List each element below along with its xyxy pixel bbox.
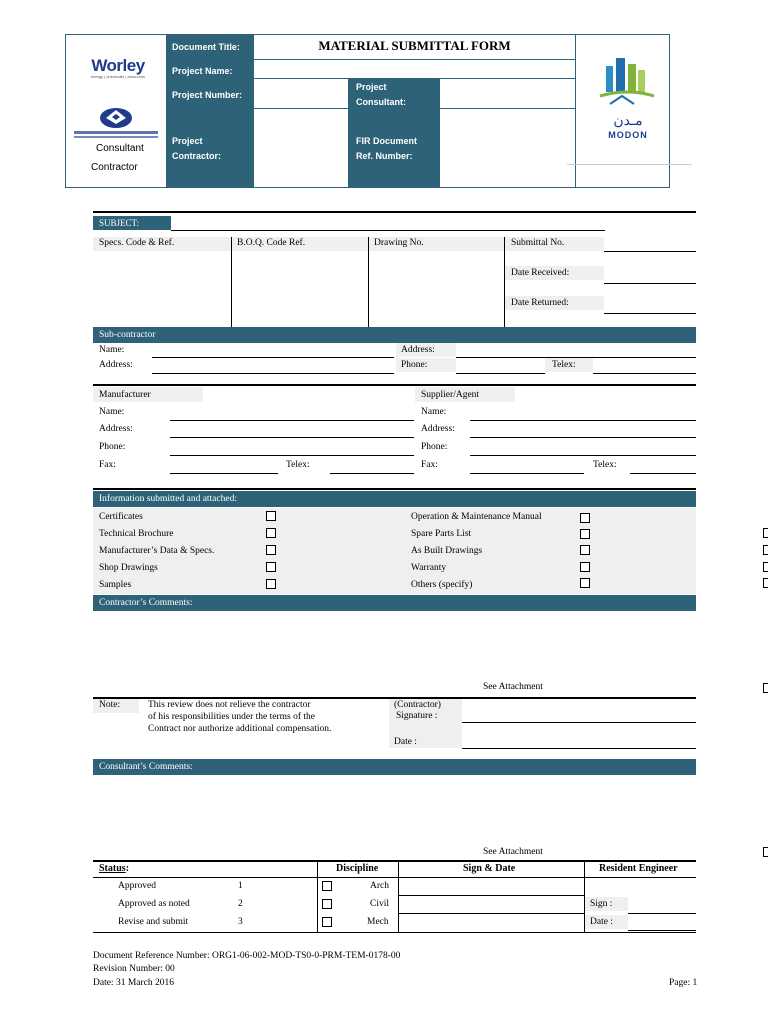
submittal-field[interactable] xyxy=(604,251,696,252)
info-item-warranty: Warranty xyxy=(411,563,447,573)
resident-engineer-header: Resident Engineer xyxy=(599,863,678,874)
manufacturer-phone-label: Phone: xyxy=(99,442,126,452)
info-item-certificates: Certificates xyxy=(99,512,143,522)
arch-checkbox[interactable] xyxy=(322,881,332,891)
manufacturer-top-rule xyxy=(93,384,696,386)
consultant-label-block xyxy=(348,79,440,187)
manufacturers-data-checkbox[interactable] xyxy=(266,545,276,555)
subcontractor-telex-label: Telex: xyxy=(552,360,576,370)
footer-page: Page: 1 xyxy=(669,978,698,988)
info-item-spare-parts: Spare Parts List xyxy=(411,529,472,539)
info-header: Information submitted and attached: xyxy=(93,491,696,507)
status-divider-1 xyxy=(317,860,318,932)
civil-sign-field[interactable] xyxy=(398,913,584,914)
project-contractor-label-2: Contractor: xyxy=(172,151,221,161)
subcontractor-name-label: Name: xyxy=(99,345,125,355)
status-top-rule xyxy=(93,860,696,862)
manufacturer-telex-field[interactable] xyxy=(330,473,414,474)
subcontractor-phone-label: Phone: xyxy=(401,360,428,370)
note-date: Date : xyxy=(394,737,417,747)
manufacturer-address-field[interactable] xyxy=(170,437,414,438)
status-row-approved-noted: Approved as noted xyxy=(118,899,190,909)
date-received-label: Date Received: xyxy=(511,268,570,278)
consultant-see-attachment: See Attachment xyxy=(483,847,543,857)
project-consultant-field[interactable] xyxy=(440,79,575,109)
certificates-checkbox[interactable] xyxy=(266,511,276,521)
contractor-comments-area[interactable] xyxy=(93,612,696,680)
discipline-civil: Civil xyxy=(370,899,390,909)
subject-label: SUBJECT: xyxy=(93,216,171,230)
supplier-name-label: Name: xyxy=(421,407,447,417)
codes-divider-2 xyxy=(368,237,369,328)
supplier-address-field[interactable] xyxy=(470,437,696,438)
discipline-arch: Arch xyxy=(370,881,389,891)
modon-logo: مـدن MODON xyxy=(592,52,664,152)
discipline-header: Discipline xyxy=(336,863,379,874)
note-line-3: Contract nor authorize additional compensation. xyxy=(148,724,332,734)
status-row-approved-num: 1 xyxy=(238,881,243,891)
shop-drawings-checkbox[interactable] xyxy=(266,562,276,572)
subcontractor-telex-field[interactable] xyxy=(593,373,696,374)
date-returned-label: Date Returned: xyxy=(511,298,569,308)
supplier-header: Supplier/Agent xyxy=(421,390,480,400)
subject-top-rule xyxy=(93,211,696,213)
manufacturer-fax-field[interactable] xyxy=(170,473,278,474)
status-row-approved: Approved xyxy=(118,881,156,891)
footer-document-ref: Document Reference Number: ORG1-06-002-MOD-TS0-0-PRM-TEM-0178-00 xyxy=(93,951,401,961)
manufacturer-phone-field[interactable] xyxy=(170,455,414,456)
fir-label-1: FIR Document xyxy=(356,136,418,146)
modon-text: MODON xyxy=(608,130,648,140)
contractor-signature-field[interactable] xyxy=(462,722,696,723)
civil-checkbox[interactable] xyxy=(322,899,332,909)
project-contractor-label-1: Project xyxy=(172,136,203,146)
status-label-colon: : xyxy=(125,863,130,874)
info-item-technical-brochure: Technical Brochure xyxy=(99,529,174,539)
re-sign-field[interactable] xyxy=(628,913,696,914)
project-number-field[interactable] xyxy=(254,79,348,109)
project-consultant-label-1: Project xyxy=(356,82,387,92)
modon-building-icon xyxy=(592,52,664,112)
info-item-others: Others (specify) xyxy=(411,580,473,590)
status-label xyxy=(99,863,129,874)
margin-checkbox-5[interactable] xyxy=(763,683,768,693)
manufacturer-header: Manufacturer xyxy=(99,390,151,400)
doc-title-label: Document Title: xyxy=(172,42,240,52)
date-received-field[interactable] xyxy=(604,283,696,284)
supplier-fax-field[interactable] xyxy=(470,473,584,474)
subcontractor-address-label: Address: xyxy=(99,360,133,370)
sign-date-header: Sign & Date xyxy=(463,863,516,874)
status-header-rule xyxy=(93,877,696,878)
subcontractor-address2-label: Address: xyxy=(401,345,435,355)
technical-brochure-checkbox[interactable] xyxy=(266,528,276,538)
note-contractor: (Contractor) xyxy=(394,700,441,710)
footer-date: Date: 31 March 2016 xyxy=(93,978,174,988)
consultant-company-logo xyxy=(70,104,162,144)
subject-field[interactable] xyxy=(171,230,605,231)
manufacturer-telex-label: Telex: xyxy=(286,460,310,470)
status-label-text: Status xyxy=(99,863,126,874)
supplier-phone-field[interactable] xyxy=(470,455,696,456)
mech-checkbox[interactable] xyxy=(322,917,332,927)
subcontractor-phone-field[interactable] xyxy=(456,373,545,374)
status-bottom-rule xyxy=(93,932,696,933)
contractor-date-field[interactable] xyxy=(462,748,696,749)
note-line-1: This review does not relieve the contractor xyxy=(148,700,311,710)
fir-ref-field[interactable] xyxy=(440,109,575,187)
contractor-comments-header: Contractor’s Comments: xyxy=(93,595,696,611)
margin-checkbox-2[interactable] xyxy=(763,545,768,555)
info-item-shop-drawings: Shop Drawings xyxy=(99,563,158,573)
info-item-manufacturers-data: Manufacturer’s Data & Specs. xyxy=(99,546,215,556)
supplier-address-label: Address: xyxy=(421,424,455,434)
discipline-mech: Mech xyxy=(367,917,389,927)
supplier-telex-label: Telex: xyxy=(593,460,617,470)
info-item-om-manual: Operation & Maintenance Manual xyxy=(411,512,542,522)
worley-logo-tagline: energy | chemicals | resources xyxy=(90,74,146,79)
contractor-label: Contractor xyxy=(91,162,138,173)
info-item-as-built: As Built Drawings xyxy=(411,546,483,556)
footer-revision: Revision Number: 00 xyxy=(93,964,175,974)
status-row-approved-noted-num: 2 xyxy=(238,899,243,909)
specs-label: Specs. Code & Ref. xyxy=(99,238,175,248)
project-name-field[interactable] xyxy=(254,60,575,79)
doc-title-value: MATERIAL SUBMITTAL FORM xyxy=(318,38,511,53)
contractor-see-attachment: See Attachment xyxy=(483,682,543,692)
om-manual-checkbox[interactable] xyxy=(580,513,590,523)
consultant-comments-header: Consultant’s Comments: xyxy=(93,759,696,775)
status-divider-2 xyxy=(398,860,399,932)
note-signature: Signature : xyxy=(396,711,438,721)
fir-label-2: Ref. Number: xyxy=(356,151,413,161)
drawing-label: Drawing No. xyxy=(374,238,424,248)
worley-logo xyxy=(78,56,158,79)
re-date-label: Date : xyxy=(590,917,613,927)
consultant-comments-area[interactable] xyxy=(93,776,696,844)
spare-parts-checkbox[interactable] xyxy=(580,529,590,539)
subcontractor-name-field[interactable] xyxy=(152,357,394,358)
manufacturer-name-label: Name: xyxy=(99,407,125,417)
margin-checkbox-3[interactable] xyxy=(763,562,768,572)
margin-checkbox-6[interactable] xyxy=(763,847,768,857)
margin-checkbox-1[interactable] xyxy=(763,528,768,538)
codes-divider-3 xyxy=(504,237,505,328)
margin-checkbox-4[interactable] xyxy=(763,578,768,588)
supplier-fax-label: Fax: xyxy=(421,460,438,470)
supplier-phone-label: Phone: xyxy=(421,442,448,452)
others-checkbox[interactable] xyxy=(580,578,590,588)
worley-logo-text: Worley xyxy=(91,56,145,75)
company-emblem-icon xyxy=(70,104,162,144)
subcontractor-header: Sub-contractor xyxy=(93,327,696,343)
warranty-checkbox[interactable] xyxy=(580,562,590,572)
as-built-checkbox[interactable] xyxy=(580,545,590,555)
submittal-label: Submittal No. xyxy=(511,238,565,248)
subcontractor-address-field[interactable] xyxy=(152,373,394,374)
boq-label: B.O.Q. Code Ref. xyxy=(237,238,306,248)
info-item-samples: Samples xyxy=(99,580,132,590)
modon-underline xyxy=(567,164,692,165)
arch-sign-field[interactable] xyxy=(398,895,584,896)
status-row-revise: Revise and submit xyxy=(118,917,189,927)
status-row-revise-num: 3 xyxy=(238,917,243,927)
re-sign-label: Sign : xyxy=(590,899,613,909)
info-top-rule xyxy=(93,488,696,490)
note-label: Note: xyxy=(99,700,121,710)
project-consultant-label-2: Consultant: xyxy=(356,97,406,107)
project-name-label: Project Name: xyxy=(172,66,233,76)
date-returned-field[interactable] xyxy=(604,313,696,314)
manufacturer-fax-label: Fax: xyxy=(99,460,116,470)
supplier-name-field[interactable] xyxy=(470,420,696,421)
manufacturer-address-label: Address: xyxy=(99,424,133,434)
re-date-field[interactable] xyxy=(628,930,696,931)
header-label-column xyxy=(166,35,254,187)
samples-checkbox[interactable] xyxy=(266,579,276,589)
supplier-telex-field[interactable] xyxy=(630,473,696,474)
note-line-2: of his responsibilities under the terms of the xyxy=(148,712,316,722)
manufacturer-name-field[interactable] xyxy=(170,420,414,421)
codes-divider-1 xyxy=(231,237,232,328)
consultant-label: Consultant xyxy=(96,143,144,154)
project-number-label: Project Number: xyxy=(172,90,243,100)
